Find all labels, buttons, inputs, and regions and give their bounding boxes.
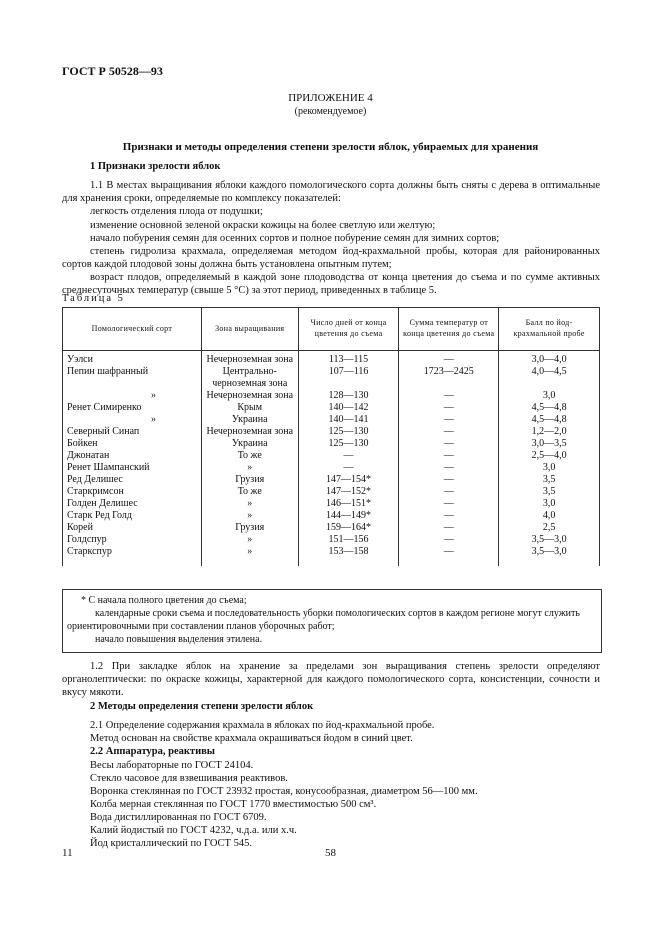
table-cell: — (298, 462, 399, 474)
table-cell: 153—158 (298, 546, 399, 566)
page-number: 58 (325, 847, 336, 859)
table-cell: Джонатан (63, 450, 202, 462)
table-cell: 151—156 (298, 534, 399, 546)
column-header: Помологический сорт (63, 308, 202, 351)
table-cell: 128—130 (298, 390, 399, 402)
table-cell: — (399, 510, 499, 522)
list-item: Вода дистиллированная по ГОСТ 6709. (90, 812, 267, 823)
table-cell: 3,5 (499, 486, 600, 498)
table-cell: Центрально-черноземная зона (201, 366, 298, 390)
table-row (63, 462, 600, 474)
table-cell: 3,5—3,0 (499, 546, 600, 566)
note: календарные сроки съема и последовательность уборки помологических сортов в каждом регионе могут служить ориентировочными при составлении планов уборочных работ; (67, 608, 580, 632)
table-cell: Голден Делишес (63, 498, 202, 510)
table-cell: Старк Ред Голд (63, 510, 202, 522)
table-row (63, 366, 600, 390)
table-row (63, 414, 600, 426)
table-cell: » (201, 510, 298, 522)
table-cell: Грузия (201, 474, 298, 486)
table-row (63, 474, 600, 486)
table-cell: 3,0 (499, 462, 600, 474)
table-cell: » (63, 414, 202, 426)
column-header: Сумма температур от конца цветения до съема (399, 308, 499, 351)
table-cell: Ред Делишес (63, 474, 202, 486)
list-item: Калий йодистый по ГОСТ 4232, ч.д.а. или х.ч. (90, 825, 297, 837)
table-cell: 144—149* (298, 510, 399, 522)
list-item: начало побурения семян для осенних сортов и полное побурение семян для зимних сортов; (90, 232, 500, 244)
table-header-row (63, 308, 600, 351)
table-cell: Украина (201, 414, 298, 426)
table-cell: Бойкен (63, 438, 202, 450)
table-cell: » (201, 498, 298, 510)
table-cell: 140—142 (298, 402, 399, 414)
table-cell: — (399, 462, 499, 474)
table-cell: 4,5—4,8 (499, 402, 600, 414)
table-cell: Ренет Шампанский (63, 462, 202, 474)
table-cell: 3,5 (499, 474, 600, 486)
column-header: Число дней от конца цветения до съема (298, 308, 399, 351)
table-cell: 4,0 (499, 510, 600, 522)
table-cell: Нечерноземная зона (201, 351, 298, 367)
table-cell: 3,5—3,0 (499, 534, 600, 546)
table-cell: 159—164* (298, 522, 399, 534)
table-cell: 3,0—3,5 (499, 438, 600, 450)
table-row (63, 486, 600, 498)
table-cell: Нечерноземная зона (201, 390, 298, 402)
table-row (63, 450, 600, 462)
section-1 (62, 160, 600, 297)
table-cell: Уэлси (63, 351, 202, 367)
table-cell: Крым (201, 402, 298, 414)
table-cell: — (399, 498, 499, 510)
table-cell: То же (201, 486, 298, 498)
table-cell: 2,5—4,0 (499, 450, 600, 462)
list-item: Весы лабораторные по ГОСТ 24104. (90, 759, 254, 771)
list-item: Йод кристаллический по ГОСТ 545. (90, 838, 252, 850)
table-cell: — (399, 402, 499, 414)
note: * С начала полного цветения до съема; (81, 595, 247, 606)
section-1-2 (62, 660, 600, 699)
table-cell: 107—116 (298, 366, 399, 390)
table-cell: 1,2—2,0 (499, 426, 600, 438)
table-row (63, 546, 600, 566)
table-cell: — (399, 450, 499, 462)
table-row (63, 534, 600, 546)
paragraph-2-1-method: Метод основан на свойстве крахмала окрашиваться йодом в синий цвет. (90, 733, 413, 745)
table-cell: Ренет Симиренко (63, 402, 202, 414)
table-cell: 125—130 (298, 438, 399, 450)
table-label: Таблица 5 (62, 293, 125, 304)
table-cell: 4,5—4,8 (499, 414, 600, 426)
table-cell: 147—152* (298, 486, 399, 498)
table-cell: 147—154* (298, 474, 399, 486)
table-cell: — (399, 522, 499, 534)
table-row (63, 426, 600, 438)
table-cell: — (399, 546, 499, 566)
document-title: Признаки и методы определения степени зрелости яблок, убираемых для хранения (122, 141, 539, 153)
table-cell: 140—141 (298, 414, 399, 426)
table-cell: 1723—2425 (399, 366, 499, 390)
table-cell: 113—115 (298, 351, 399, 367)
list-item: Воронка стеклянная по ГОСТ 23932 простая, конусообразная, диаметром 56—100 мм. (90, 785, 478, 797)
table-cell: — (399, 474, 499, 486)
column-header: Балл по йод-крахмальной пробе (499, 308, 600, 351)
paragraph-1-1: 1.1 В местах выращивания яблоки каждого помологического сорта должны быть сняты с дерева в оптимальные для хранения сроки, определяемые по комплексу показателей: (62, 180, 600, 205)
standard-code: ГОСТ Р 50528—93 (62, 64, 163, 78)
table-cell: — (399, 414, 499, 426)
table-cell: 3,0—4,0 (499, 351, 600, 367)
page-number-left: 11 (62, 847, 73, 859)
section-1-heading: 1 Признаки зрелости яблок (90, 161, 221, 172)
table-cell: — (399, 486, 499, 498)
table-row (63, 510, 600, 522)
table-cell: » (201, 462, 298, 474)
table-cell: — (399, 438, 499, 450)
table-cell: 125—130 (298, 426, 399, 438)
paragraph-age: возраст плодов, определяемый в каждой зоне плодоводства от конца цветения до съема и по сумме активных среднесуточных температур (свыше 5 °С) за этот период, приведенных в таблице 5. (62, 272, 600, 297)
table-cell: Украина (201, 438, 298, 450)
table-row (63, 390, 600, 402)
table-row (63, 522, 600, 534)
list-item: степень гидролиза крахмала, определяемая методом йод-крахмальной пробы, которая для районированных сортов каждой плодовой зоны должна быть установлена опытным путем; (62, 245, 600, 270)
table-cell: 2,5 (499, 522, 600, 534)
paragraph-2-1: 2.1 Определение содержания крахмала в яблоках по йод-крахмальной пробе. (90, 720, 435, 732)
appendix-title: ПРИЛОЖЕНИЕ 4 (288, 92, 373, 104)
table-cell: Корей (63, 522, 202, 534)
table-cell: — (399, 351, 499, 367)
table-cell: Грузия (201, 522, 298, 534)
table-cell: — (298, 450, 399, 462)
table-cell: 4,0—4,5 (499, 366, 600, 390)
list-item: изменение основной зеленой окраски кожицы на более светлую или желтую; (90, 219, 436, 231)
table-cell: » (201, 546, 298, 566)
table-cell: 3,0 (499, 390, 600, 402)
table-cell: 3,0 (499, 498, 600, 510)
table-row (63, 402, 600, 414)
table-row (63, 498, 600, 510)
table-cell: 146—151* (298, 498, 399, 510)
table-row (63, 351, 600, 367)
note: начало повышения выделения этилена. (95, 634, 263, 645)
table-row (63, 438, 600, 450)
maturity-table (62, 307, 600, 566)
section-2-heading: 2 Методы определения степени зрелости яблок (90, 701, 314, 712)
paragraph-1-2: 1.2 При закладке яблок на хранение за пределами зон выращивания степень зрелости определяют органолептически: по окраске кожицы, характерной для каждого помологического сорта, консистенции, сочности и вкусу мякоти. (62, 661, 600, 699)
table-cell: Нечерноземная зона (201, 426, 298, 438)
table-cell: — (399, 426, 499, 438)
table-cell: Северный Синап (63, 426, 202, 438)
section-2 (62, 700, 600, 850)
list-item: легкость отделения плода от подушки; (90, 206, 263, 218)
list-item: Стекло часовое для взвешивания реактивов. (90, 772, 288, 784)
table-cell: Старкспур (63, 546, 202, 566)
table-cell: Голдспур (63, 534, 202, 546)
table-notes (62, 589, 602, 653)
column-header: Зона выращивания (201, 308, 298, 351)
section-2-2-heading: 2.2 Аппаратура, реактивы (90, 746, 215, 758)
list-item: Колба мерная стеклянная по ГОСТ 1770 вместимостью 500 см³. (90, 798, 377, 810)
appendix-subtitle: (рекомендуемое) (294, 106, 367, 117)
table-cell: » (63, 390, 202, 402)
table-cell: Старкримсон (63, 486, 202, 498)
table-cell: — (399, 534, 499, 546)
table-cell: То же (201, 450, 298, 462)
table-cell: Пепин шафранный (63, 366, 202, 390)
table-cell: — (399, 390, 499, 402)
table-cell: » (201, 534, 298, 546)
